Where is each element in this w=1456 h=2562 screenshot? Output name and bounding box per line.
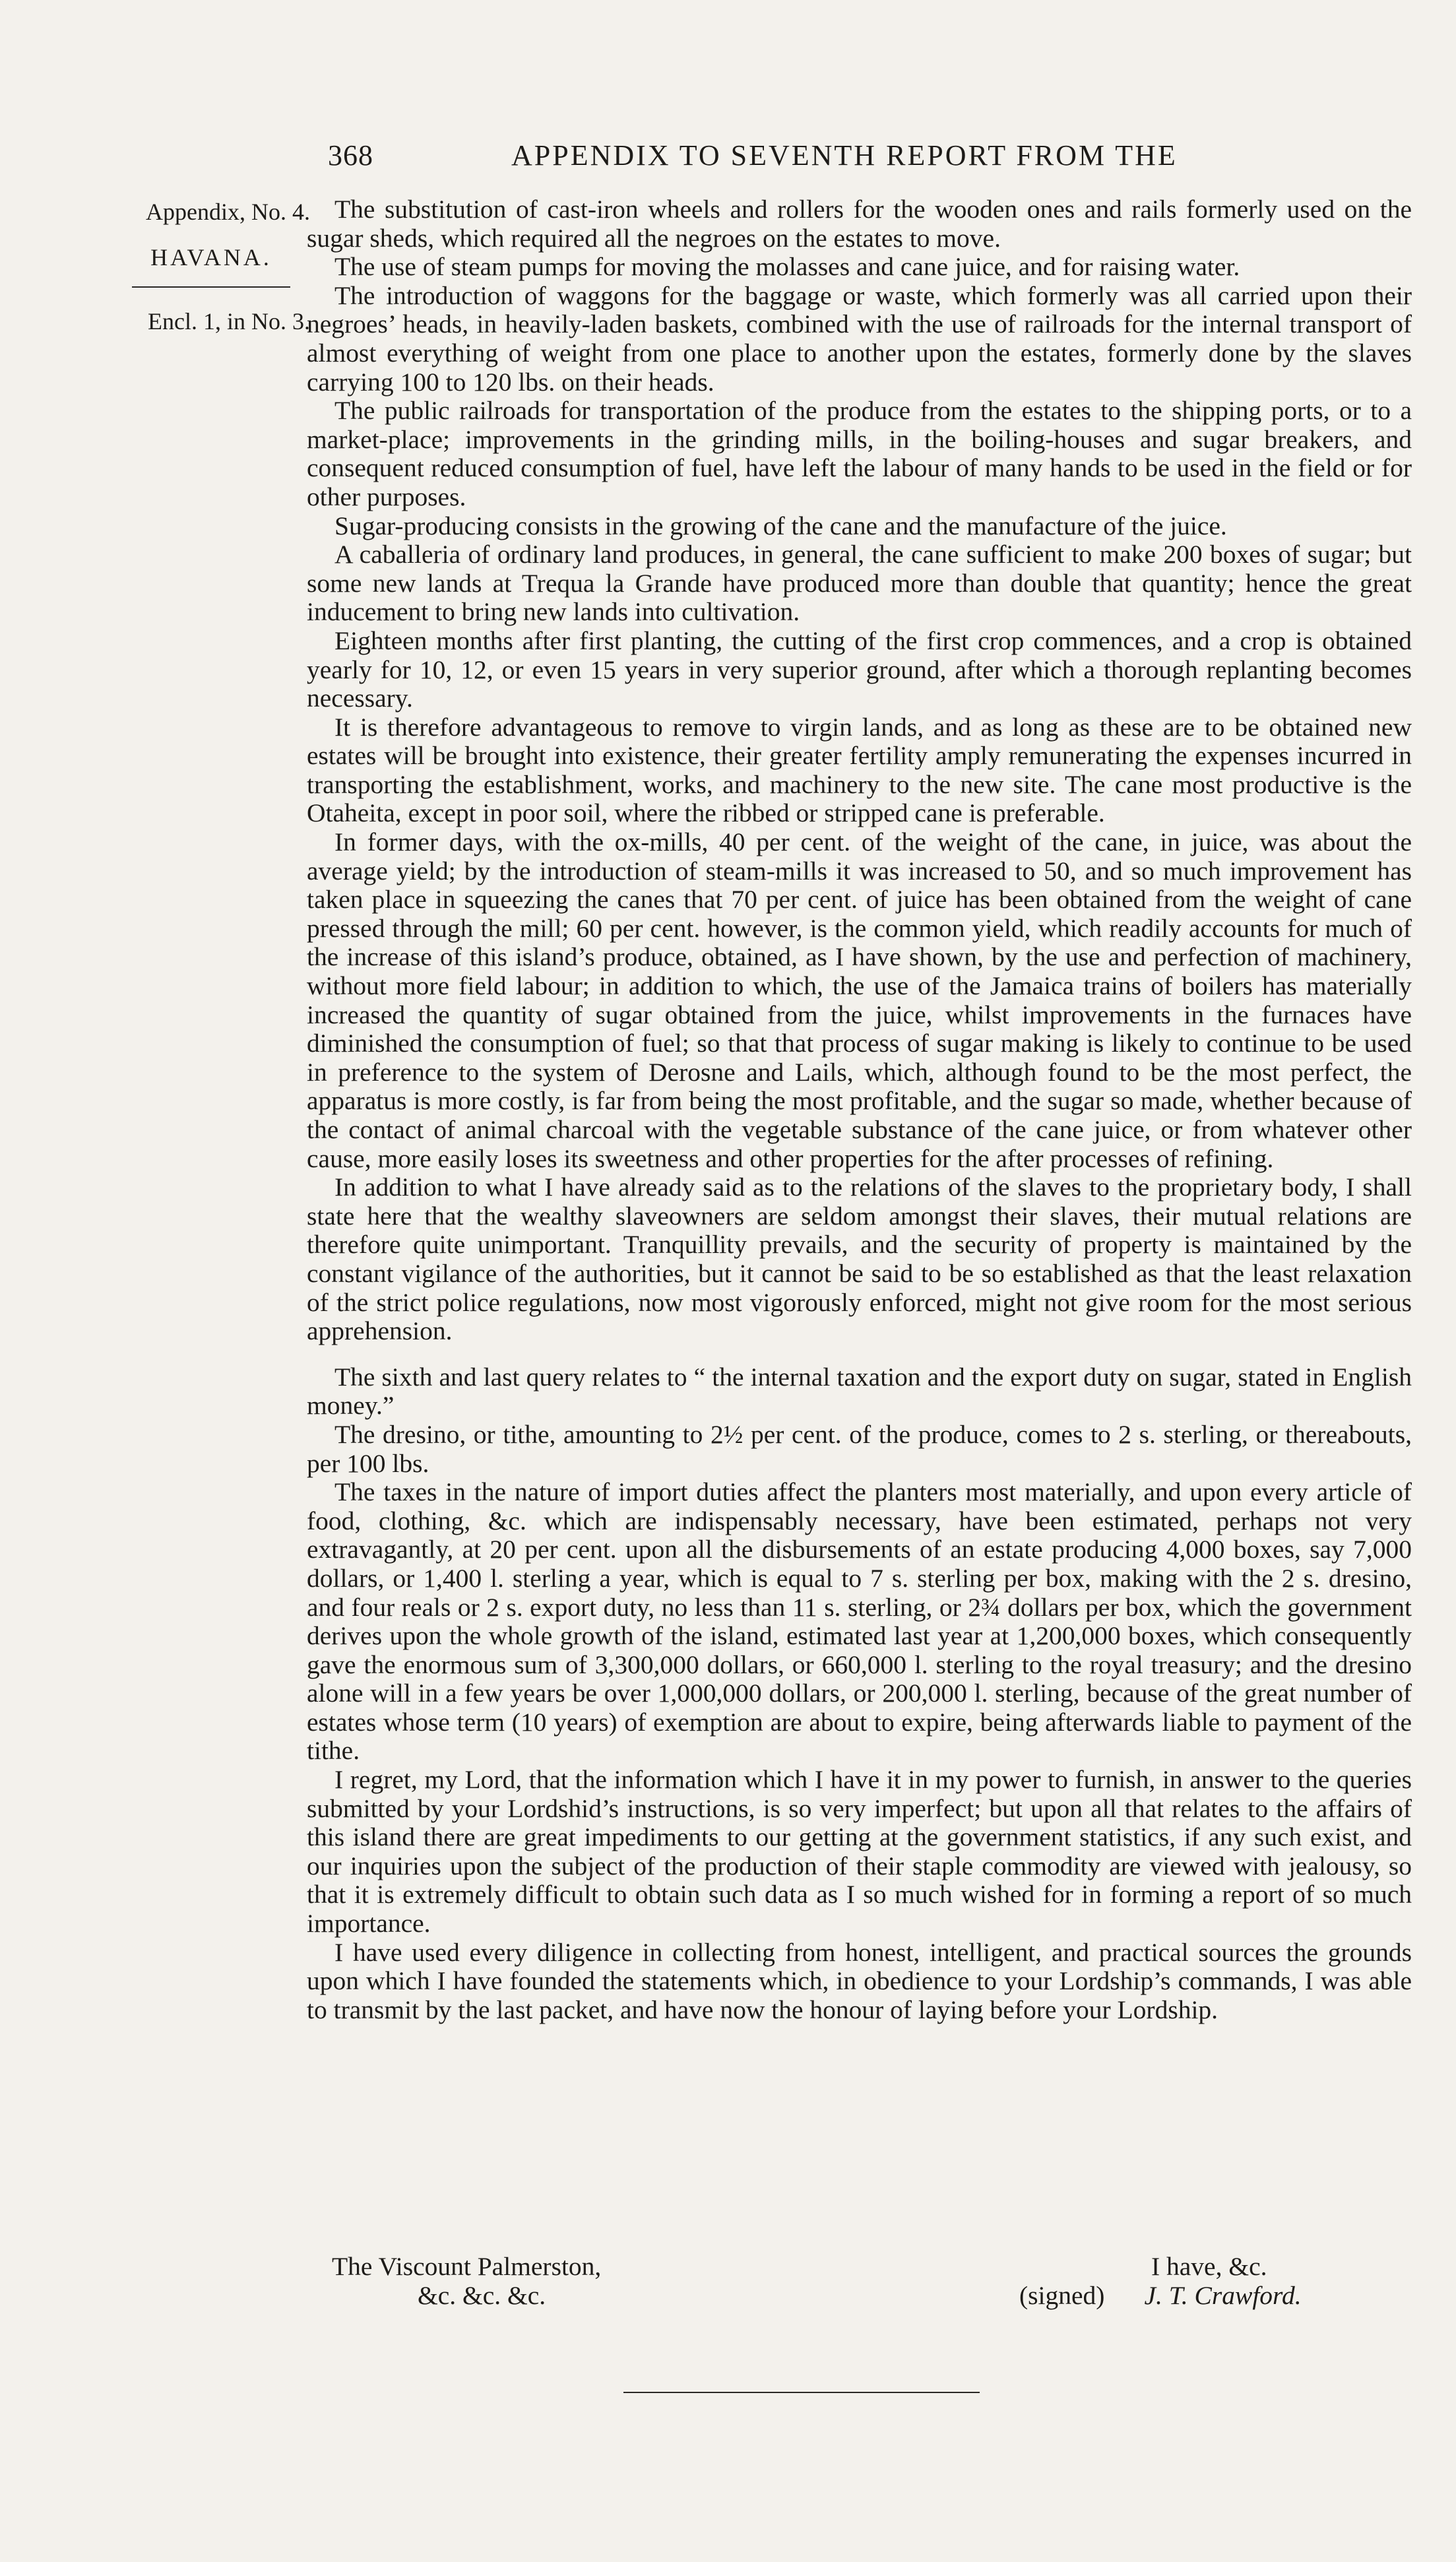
paragraph: The use of steam pumps for moving the molasses and cane juice, and for raising water.: [334, 252, 1240, 282]
margin-appendix-label: Appendix, No. 4.: [146, 199, 310, 225]
addressee: The Viscount Palmerston,: [332, 2252, 602, 2281]
paragraph: It is therefore advantageous to remove to virgin lands, and as long as these are to be obtained new estates will be brought into existence, their greater fertility amply remunerating the expenses incurred in transporting the establishment, works, and machinery to the new site. The cane most productive is the Otaheita, except in poor soil, where the ribbed or stripped cane is preferable.: [307, 712, 1412, 828]
addressee-block: [332, 2252, 601, 2310]
page-number: 368: [328, 139, 373, 172]
margin-place-label: HAVANA.: [132, 242, 290, 288]
paragraph: The substitution of cast-iron wheels and rollers for the wooden ones and rails formerly used on the sugar sheds, which required all the negroes on the estates to move.: [307, 195, 1412, 253]
signed-label: (signed): [1019, 2281, 1105, 2310]
paragraph: Sugar-producing consists in the growing of the cane and the manufacture of the juice.: [334, 511, 1227, 540]
paragraph: The introduction of waggons for the baggage or waste, which formerly was all carried upon their negroes’ heads, in heavily-laden baskets, combined with the use of railroads for the internal transport of almost everything of weight from one place to another upon the estates, formerly done by the slaves carrying 100 to 120 lbs. on their heads.: [307, 280, 1412, 397]
valediction: I have, &c.: [1151, 2252, 1267, 2281]
paragraph: The public railroads for transportation of the produce from the estates to the shipping ports, or to a market-place; improvements in the grinding mills, in the boiling-houses and sugar breakers, and consequent reduced consumption of fuel, have left the labour of many hands to be used in the field or for other purposes.: [307, 396, 1412, 511]
margin-enclosure-label: Encl. 1, in No. 3.: [148, 307, 310, 335]
paragraph: The taxes in the nature of import duties affect the planters most materially, and upon every article of food, clothing, &c. which are indispensably necessary, have been estimated, perhaps not very extravagantly, at 20 per cent. upon all the disbursements of an estate producing 4,000 boxes, say 7,000 dollars, or 1,400 l. sterling a year, which is equal to 7 s. sterling per box, making with the 2 s. dresino, and four reals or 2 s. export duty, no less than 11 s. sterling, or 2¾ dollars per box, which the government derives upon the whole growth of the island, estimated last year at 1,200,000 boxes, which consequently gave the enormous sum of 3,300,000 dollars, or 660,000 l. sterling to the royal treasury; and the dresino alone will in a few years be over 1,000,000 dollars, or 200,000 l. sterling, because of the great number of estates whose term (10 years) of exemption are about to expire, being afterwards liable to payment of the tithe.: [307, 1477, 1412, 1766]
signature-block: [1019, 2252, 1415, 2310]
paragraph: The sixth and last query relates to “ the internal taxation and the export duty on sugar, stated in English money.”: [307, 1362, 1412, 1421]
body-text: [307, 195, 1412, 2024]
signatory-name: J. T. Crawford.: [1144, 2281, 1302, 2310]
paragraph: In addition to what I have already said as to the relations of the slaves to the proprietary body, I shall state here that the wealthy slaveowners are seldom amongst their slaves, their mutual relations are therefore quite unimportant. Tranquillity prevails, and the security of property is maintained by the constant vigilance of the authorities, but it cannot be said to be so established as that the least relaxation of the strict police regulations, now most vigorously enforced, might not give room for the most serious apprehension.: [307, 1172, 1412, 1346]
margin-notes: [92, 197, 310, 336]
end-rule: [623, 2392, 980, 2393]
addressee-etc: &c. &c. &c.: [418, 2281, 546, 2310]
paragraph: The dresino, or tithe, amounting to 2½ per cent. of the produce, comes to 2 s. sterling, or thereabouts, per 100 lbs.: [307, 1419, 1412, 1478]
paragraph: A caballeria of ordinary land produces, in general, the cane sufficient to make 200 boxes of sugar; but some new lands at Trequa la Grande have produced more than double that quantity; hence the great inducement to bring new lands into cultivation.: [307, 540, 1412, 627]
paragraph: I regret, my Lord, that the information which I have it in my power to furnish, in answer to the queries submitted by your Lordshid’s instructions, is so very imperfect; but upon all that relates to the affairs of this island there are great impediments to our getting at the government statistics, if any such exist, and our inquiries upon the subject of the production of their staple commodity are viewed with jealousy, so that it is extremely difficult to obtain such data as I so much wished for in forming a report of so much importance.: [307, 1765, 1412, 1938]
paragraph: Eighteen months after first planting, the cutting of the first crop commences, and a crop is obtained yearly for 10, 12, or even 15 years in very superior ground, after which a thorough replanting becomes necessary.: [307, 625, 1412, 713]
paragraph: I have used every diligence in collecting from honest, intelligent, and practical sources the grounds upon which I have founded the statements which, in obedience to your Lordship’s commands, I was able to transmit by the last packet, and have now the honour of laying before your Lordship.: [307, 1937, 1412, 2024]
paragraph: In former days, with the ox-mills, 40 per cent. of the weight of the cane, in juice, was about the average yield; by the introduction of steam-mills it was increased to 50, and so much improvement has taken place in squeezing the canes that 70 per cent. of juice has been obtained from the weight of cane pressed through the mill; 60 per cent. however, is the common yield, which readily accounts for much of the increase of this island’s produce, obtained, as I have shown, by the use and perfection of machinery, without more field labour; in addition to which, the use of the Jamaica trains of boilers has materially increased the quantity of sugar obtained from the juice, whilst improvements in the furnaces have diminished the consumption of fuel; so that that process of sugar making is likely to continue to be used in preference to the system of Derosne and Lails, which, although found to be the most perfect, the apparatus is more costly, is far from being the most profitable, and the sugar so made, whether because of the contact of animal charcoal with the vegetable substance of the cane juice, or from whatever other cause, more easily loses its sweetness and other properties for the after processes of refining.: [307, 827, 1412, 1173]
running-head: APPENDIX TO SEVENTH REPORT FROM THE: [511, 139, 1178, 172]
